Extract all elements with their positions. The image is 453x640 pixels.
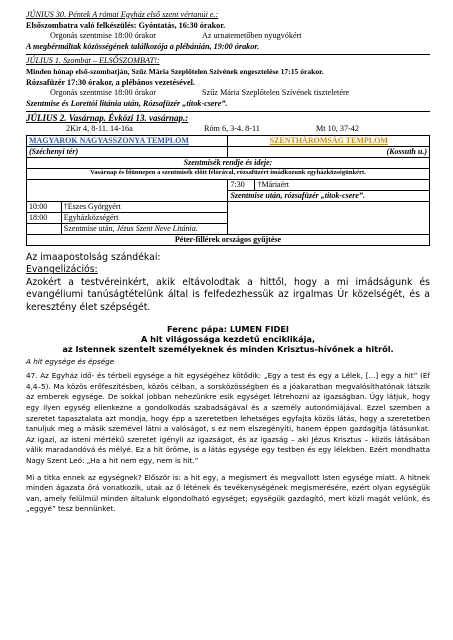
right-intent: †Máriaért — [255, 179, 430, 190]
reading-2: Róm 6, 3-4. 8-11 — [204, 124, 260, 134]
schedule-title: Szentmisék rendje és ideje: — [27, 157, 430, 168]
after-mass-litany: Szentmise után, Jézus Szent Neve Litánia. — [61, 223, 228, 234]
right-time: 7:30 — [228, 179, 255, 190]
encyclical-section: A hit egysége és épsége — [26, 356, 115, 366]
divider — [26, 111, 430, 112]
reading-1: 2Kir 4, 8-11. 14-16a — [66, 124, 133, 134]
june30-meeting: A megbérmáltak közösségének találkozója a plébánián, 19:00 órakor. — [26, 41, 260, 51]
time-1800: 18:00 — [27, 212, 62, 223]
july1-mass-row — [26, 88, 430, 99]
intent-1000: †Eszes Györgyért — [61, 201, 228, 212]
encyclical-paragraph-2: Mi a titka ennek az egységnek? Először is: a hit egy, a megismert és megvallott Isten egysége miatt. A hitnek minden ágazata őrá vonatkozik, utak az ő létének és tevékenységének megismerésére, ezért olyan egységük van, amely felülmúl minden általunk elgondolható egységet; egységük gazdagító, mert közli magát velünk, és „eggyé” tesz bennünket. — [26, 472, 430, 514]
encyclical-title: Ferenc pápa: LUMEN FIDEI — [167, 323, 289, 334]
intent-1800: Egyházközségért — [61, 212, 228, 223]
july1-rosary: Rózsafüzér 17:30 órakor, a plébános vezetésével. — [26, 77, 195, 87]
left-church-name: MAGYAROK NAGYASSZONYA TEMPLOM — [29, 135, 189, 145]
june30-mass-row — [26, 31, 430, 42]
right-church-cell — [228, 135, 430, 146]
left-church-cell — [27, 135, 228, 146]
intention-subtitle: Evangelizációs: — [26, 264, 98, 276]
schedule-notice: Vasárnap és főünnepen a szentmisék előtt félórával, rózsafüzért imádkozunk egyházközségünkért. — [27, 168, 430, 179]
time-1000: 10:00 — [27, 201, 62, 212]
intention-text: Azokért a testvéreinkért, akik eltávolodtak a hittől, hogy a mi imádságunk és evangéliumi tanúságtételünk által is felfedezhessük az irgalmas Úr közelségét, és a keresztény élet szépségét. — [26, 276, 430, 313]
june30-header: JÚNIUS 30. Péntek A római Egyház első szent vértanúi e.: — [26, 10, 219, 19]
right-church-name: SZENTHÁROMSÁG TEMPLOM — [269, 135, 388, 145]
july1-intent: Szűz Mária Szeplőtelen Szívének tiszteletére — [202, 88, 350, 98]
july1-litany: Szentmise és Lorettói litánia után, Rózsafüzér „titok-csere”. — [26, 98, 228, 108]
july1-reparation: Minden hónap első-szombatján, Szűz Mária Szeplőtelen Szívének engesztelése 17:15 órakor. — [26, 66, 324, 76]
june30-mass: Orgonás szentmise 18:00 órakor — [50, 31, 157, 41]
june30-intent: Az urnatemetőben nyugvókért — [202, 31, 302, 41]
collection-notice: Péter-fillérek országos gyűjtése — [27, 234, 430, 245]
july1-header: JÚLIUS 1. Szombat – ELSŐSZOMBAT!: — [26, 56, 160, 66]
encyclical-dedication: az Istennek szentelt személyeknek és minden Krisztus-hívőnek a hitről. — [62, 344, 394, 355]
left-church-place: (Széchenyi tér) — [27, 146, 228, 157]
right-after-mass: Szentmise után, rózsafüzér „titok-csere”. — [228, 190, 430, 201]
mass-schedule-table — [26, 135, 430, 246]
right-church-place: (Kossuth u.) — [228, 146, 430, 157]
reading-3: Mt 10, 37-42 — [316, 124, 359, 134]
june30-confession: Elsőszombatra való felkészülés: Gyóntatás, 16:30 órakor. — [26, 20, 226, 30]
encyclical-subtitle: A hit világossága kezdetű enciklikája, — [140, 334, 316, 345]
july2-header: JÚLIUS 2. Vasárnap. Évközi 13. vasárnap.: — [26, 113, 189, 124]
encyclical-paragraph-47: 47. Az Egyház idő- és térbeli egysége a hit egységéhez kötődik: „Egy a test és egy a Lélek, [...] egy a hit” (Ef 4,4–5). Ma közös erőfeszítésben, közös célban, a sorsközösségben és a jóakaratban megvalósíthatónak látszik az emberek egysége. De sokkal jobban nehezünkre esik egységet létrehozni az igazságban. Úgy látjuk, hogy egy ilyen egység ellenkezne a gondolkodás szabadságával és a személy autonómiájával. Ezzel szemben a szeretet tapasztalata azt mondja, hogy épp a szeretetben lehetséges egyfajta közös látás, hogy a szeretetben tanuljuk meg a másik szemével látni a valóságot, s ez nem elszegényíti, hanem éppen gazdagítja látásunkat. Az igazi, az isteni mértékű szeretet igényli az igazságot, és az igazság – aki Jézus Krisztus – közös látásában válik maradandóvá és mélyé. Ez a hit öröme, is a látás egysége egy testben és egy lélekben. Ezért mondhatta Nagy Szent Leó: „Ha a hit nem egy, nem is hit.” — [26, 371, 430, 465]
july2-readings — [26, 124, 430, 135]
intention-title: Az imaapostolság szándékai: — [26, 251, 161, 263]
july1-mass: Orgonás szentmise 18:00 órakor — [50, 88, 157, 98]
